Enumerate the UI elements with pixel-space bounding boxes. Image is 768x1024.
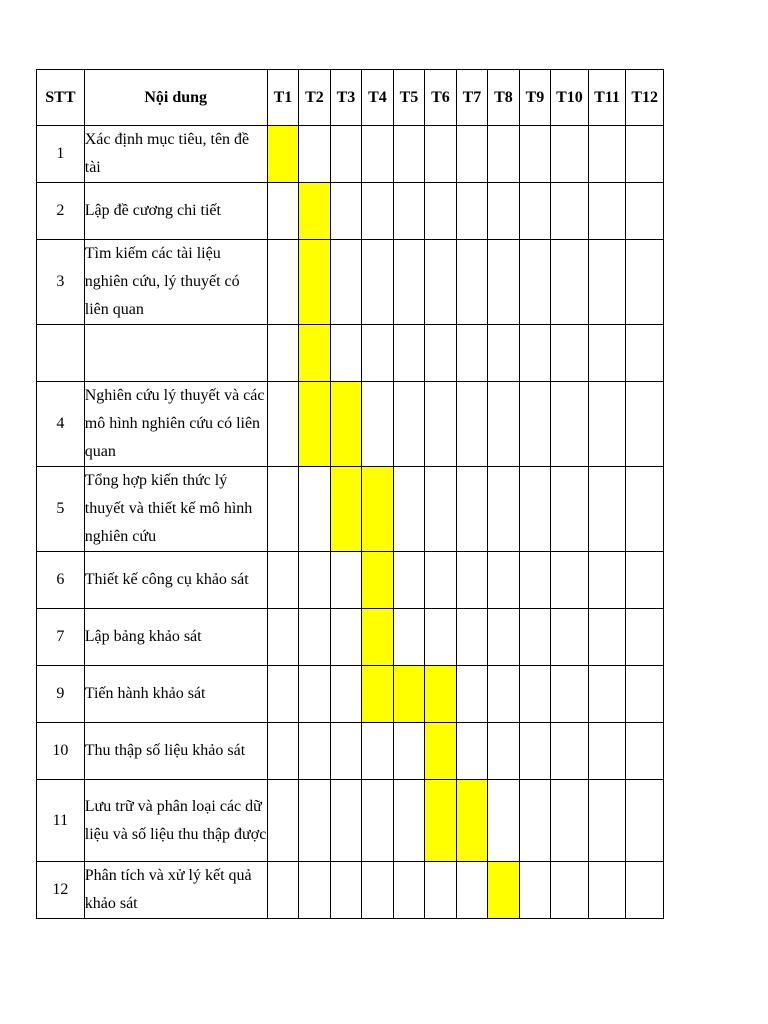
month-cell — [626, 862, 664, 919]
header-month-label: T7 — [462, 88, 482, 106]
row-stt: 5 — [37, 467, 85, 552]
month-cell — [551, 552, 589, 609]
header-month-label: T5 — [399, 88, 419, 106]
header-month-6 — [425, 70, 457, 126]
month-cell — [626, 467, 664, 552]
month-cell — [425, 126, 457, 183]
month-cell — [393, 780, 425, 862]
month-cell — [519, 467, 551, 552]
month-cell — [519, 552, 551, 609]
month-cell — [588, 240, 626, 325]
row-content: Phân tích và xử lý kết quả khảo sát — [84, 862, 267, 919]
month-cell — [551, 780, 589, 862]
month-cell — [588, 126, 626, 183]
month-cell — [393, 723, 425, 780]
month-cell — [551, 723, 589, 780]
month-cell — [267, 609, 299, 666]
month-cell — [488, 382, 520, 467]
month-cell — [456, 382, 488, 467]
month-cell — [519, 609, 551, 666]
table-body — [37, 126, 664, 919]
table-row — [37, 325, 664, 382]
month-cell — [267, 780, 299, 862]
month-cell — [588, 325, 626, 382]
row-stt: 1 — [37, 126, 85, 183]
month-cell — [551, 467, 589, 552]
table-row — [37, 609, 664, 666]
schedule-bar-cell — [456, 780, 488, 862]
month-cell — [456, 552, 488, 609]
header-month-label: T2 — [305, 88, 324, 106]
table-row — [37, 780, 664, 862]
month-cell — [626, 780, 664, 862]
month-cell — [299, 723, 331, 780]
row-content: Tiến hành khảo sát — [84, 666, 267, 723]
month-cell — [456, 126, 488, 183]
row-content: Tổng hợp kiến thức lý thuyết và thiết kế mô hình nghiên cứu — [84, 467, 267, 552]
month-cell — [299, 552, 331, 609]
month-cell — [393, 183, 425, 240]
month-cell — [588, 382, 626, 467]
table-row — [37, 467, 664, 552]
month-cell — [393, 552, 425, 609]
month-cell — [299, 126, 331, 183]
month-cell — [488, 552, 520, 609]
month-cell — [393, 126, 425, 183]
month-cell — [456, 723, 488, 780]
header-month-label: T10 — [556, 88, 583, 106]
month-cell — [488, 723, 520, 780]
month-cell — [588, 723, 626, 780]
header-stt: STT — [37, 70, 85, 126]
month-cell — [362, 382, 394, 467]
schedule-bar-cell — [299, 325, 331, 382]
header-month-3 — [330, 70, 362, 126]
month-cell — [588, 780, 626, 862]
row-stt: 6 — [37, 552, 85, 609]
month-cell — [425, 240, 457, 325]
month-cell — [330, 666, 362, 723]
month-cell — [488, 240, 520, 325]
row-content: Xác định mục tiêu, tên đề tài — [84, 126, 267, 183]
month-cell — [267, 467, 299, 552]
month-cell — [393, 862, 425, 919]
schedule-bar-cell — [299, 382, 331, 467]
month-cell — [393, 325, 425, 382]
month-cell — [267, 382, 299, 467]
schedule-bar-cell — [425, 666, 457, 723]
header-month-label: T4 — [368, 88, 387, 106]
month-cell — [330, 552, 362, 609]
header-month-8 — [488, 70, 520, 126]
month-cell — [362, 126, 394, 183]
month-cell — [362, 780, 394, 862]
row-content: Nghiên cứu lý thuyết và các mô hình nghiên cứu có liên quan — [84, 382, 267, 467]
month-cell — [519, 382, 551, 467]
row-content — [84, 325, 267, 382]
month-cell — [330, 126, 362, 183]
table-row — [37, 126, 664, 183]
month-cell — [425, 183, 457, 240]
row-content: Thiết kế công cụ khảo sát — [84, 552, 267, 609]
schedule-bar-cell — [362, 552, 394, 609]
schedule-bar-cell — [393, 666, 425, 723]
header-month-label: T9 — [525, 88, 545, 106]
month-cell — [588, 552, 626, 609]
month-cell — [299, 862, 331, 919]
month-cell — [299, 609, 331, 666]
month-cell — [330, 240, 362, 325]
schedule-bar-cell — [425, 723, 457, 780]
month-cell — [393, 382, 425, 467]
row-content: Tìm kiếm các tài liệu nghiên cứu, lý thuyết có liên quan — [84, 240, 267, 325]
row-stt: 4 — [37, 382, 85, 467]
header-month-label: T12 — [631, 88, 658, 106]
row-stt: 11 — [37, 780, 85, 862]
month-cell — [267, 183, 299, 240]
month-cell — [362, 325, 394, 382]
schedule-bar-cell — [488, 862, 520, 919]
month-cell — [488, 183, 520, 240]
month-cell — [330, 780, 362, 862]
month-cell — [626, 609, 664, 666]
month-cell — [299, 780, 331, 862]
month-cell — [588, 183, 626, 240]
month-cell — [299, 666, 331, 723]
row-stt: 7 — [37, 609, 85, 666]
month-cell — [362, 862, 394, 919]
month-cell — [330, 183, 362, 240]
header-month-4 — [362, 70, 394, 126]
month-cell — [456, 609, 488, 666]
schedule-bar-cell — [362, 609, 394, 666]
table-row — [37, 723, 664, 780]
month-cell — [551, 666, 589, 723]
month-cell — [362, 183, 394, 240]
schedule-bar-cell — [299, 183, 331, 240]
row-content: Thu thập số liệu khảo sát — [84, 723, 267, 780]
table-row — [37, 183, 664, 240]
header-month-9 — [519, 70, 551, 126]
table-row — [37, 382, 664, 467]
schedule-table — [36, 69, 664, 919]
month-cell — [267, 862, 299, 919]
month-cell — [456, 325, 488, 382]
row-content: Lập bảng khảo sát — [84, 609, 267, 666]
month-cell — [456, 183, 488, 240]
month-cell — [551, 325, 589, 382]
header-month-label: T6 — [431, 88, 450, 106]
month-cell — [626, 382, 664, 467]
month-cell — [425, 609, 457, 666]
month-cell — [588, 666, 626, 723]
month-cell — [551, 240, 589, 325]
month-cell — [330, 862, 362, 919]
month-cell — [626, 325, 664, 382]
month-cell — [393, 467, 425, 552]
month-cell — [588, 862, 626, 919]
month-cell — [488, 666, 520, 723]
schedule-bar-cell — [299, 240, 331, 325]
month-cell — [456, 240, 488, 325]
header-month-1 — [267, 70, 299, 126]
header-month-label: T3 — [336, 88, 356, 106]
month-cell — [425, 382, 457, 467]
month-cell — [626, 240, 664, 325]
month-cell — [551, 183, 589, 240]
row-content: Lưu trữ và phân loại các dữ liệu và số liệu thu thập được — [84, 780, 267, 862]
month-cell — [551, 609, 589, 666]
month-cell — [519, 240, 551, 325]
row-stt: 2 — [37, 183, 85, 240]
header-month-7 — [456, 70, 488, 126]
month-cell — [626, 183, 664, 240]
month-cell — [330, 723, 362, 780]
month-cell — [456, 666, 488, 723]
month-cell — [626, 723, 664, 780]
table-row — [37, 862, 664, 919]
month-cell — [393, 609, 425, 666]
month-cell — [626, 666, 664, 723]
month-cell — [488, 325, 520, 382]
schedule-bar-cell — [330, 382, 362, 467]
header-month-2 — [299, 70, 331, 126]
row-stt: 12 — [37, 862, 85, 919]
header-month-label: T11 — [594, 88, 620, 106]
table-row — [37, 552, 664, 609]
header-month-5 — [393, 70, 425, 126]
month-cell — [519, 183, 551, 240]
month-cell — [488, 467, 520, 552]
header-month-label: T8 — [494, 88, 513, 106]
table-header-row — [37, 70, 664, 126]
month-cell — [425, 325, 457, 382]
row-stt — [37, 325, 85, 382]
month-cell — [488, 609, 520, 666]
month-cell — [551, 862, 589, 919]
month-cell — [425, 862, 457, 919]
table-row — [37, 666, 664, 723]
month-cell — [425, 467, 457, 552]
header-month-11 — [588, 70, 626, 126]
header-month-10 — [551, 70, 589, 126]
month-cell — [519, 126, 551, 183]
month-cell — [267, 240, 299, 325]
month-cell — [519, 325, 551, 382]
row-stt: 3 — [37, 240, 85, 325]
month-cell — [519, 862, 551, 919]
header-month-label: T1 — [273, 88, 293, 106]
month-cell — [362, 240, 394, 325]
month-cell — [519, 723, 551, 780]
month-cell — [267, 723, 299, 780]
table-row — [37, 240, 664, 325]
month-cell — [299, 467, 331, 552]
row-content: Lập đề cương chi tiết — [84, 183, 267, 240]
month-cell — [362, 723, 394, 780]
month-cell — [330, 609, 362, 666]
month-cell — [267, 666, 299, 723]
header-month-12 — [626, 70, 664, 126]
schedule-bar-cell — [267, 126, 299, 183]
schedule-bar-cell — [330, 467, 362, 552]
row-stt: 10 — [37, 723, 85, 780]
schedule-bar-cell — [425, 780, 457, 862]
header-content: Nội dung — [84, 70, 267, 126]
month-cell — [393, 240, 425, 325]
month-cell — [267, 325, 299, 382]
month-cell — [626, 552, 664, 609]
month-cell — [551, 382, 589, 467]
month-cell — [588, 609, 626, 666]
month-cell — [456, 467, 488, 552]
row-stt: 9 — [37, 666, 85, 723]
month-cell — [588, 467, 626, 552]
month-cell — [267, 552, 299, 609]
month-cell — [488, 126, 520, 183]
month-cell — [626, 126, 664, 183]
month-cell — [488, 780, 520, 862]
month-cell — [330, 325, 362, 382]
month-cell — [551, 126, 589, 183]
schedule-bar-cell — [362, 666, 394, 723]
month-cell — [519, 666, 551, 723]
schedule-bar-cell — [362, 467, 394, 552]
month-cell — [519, 780, 551, 862]
month-cell — [456, 862, 488, 919]
month-cell — [425, 552, 457, 609]
